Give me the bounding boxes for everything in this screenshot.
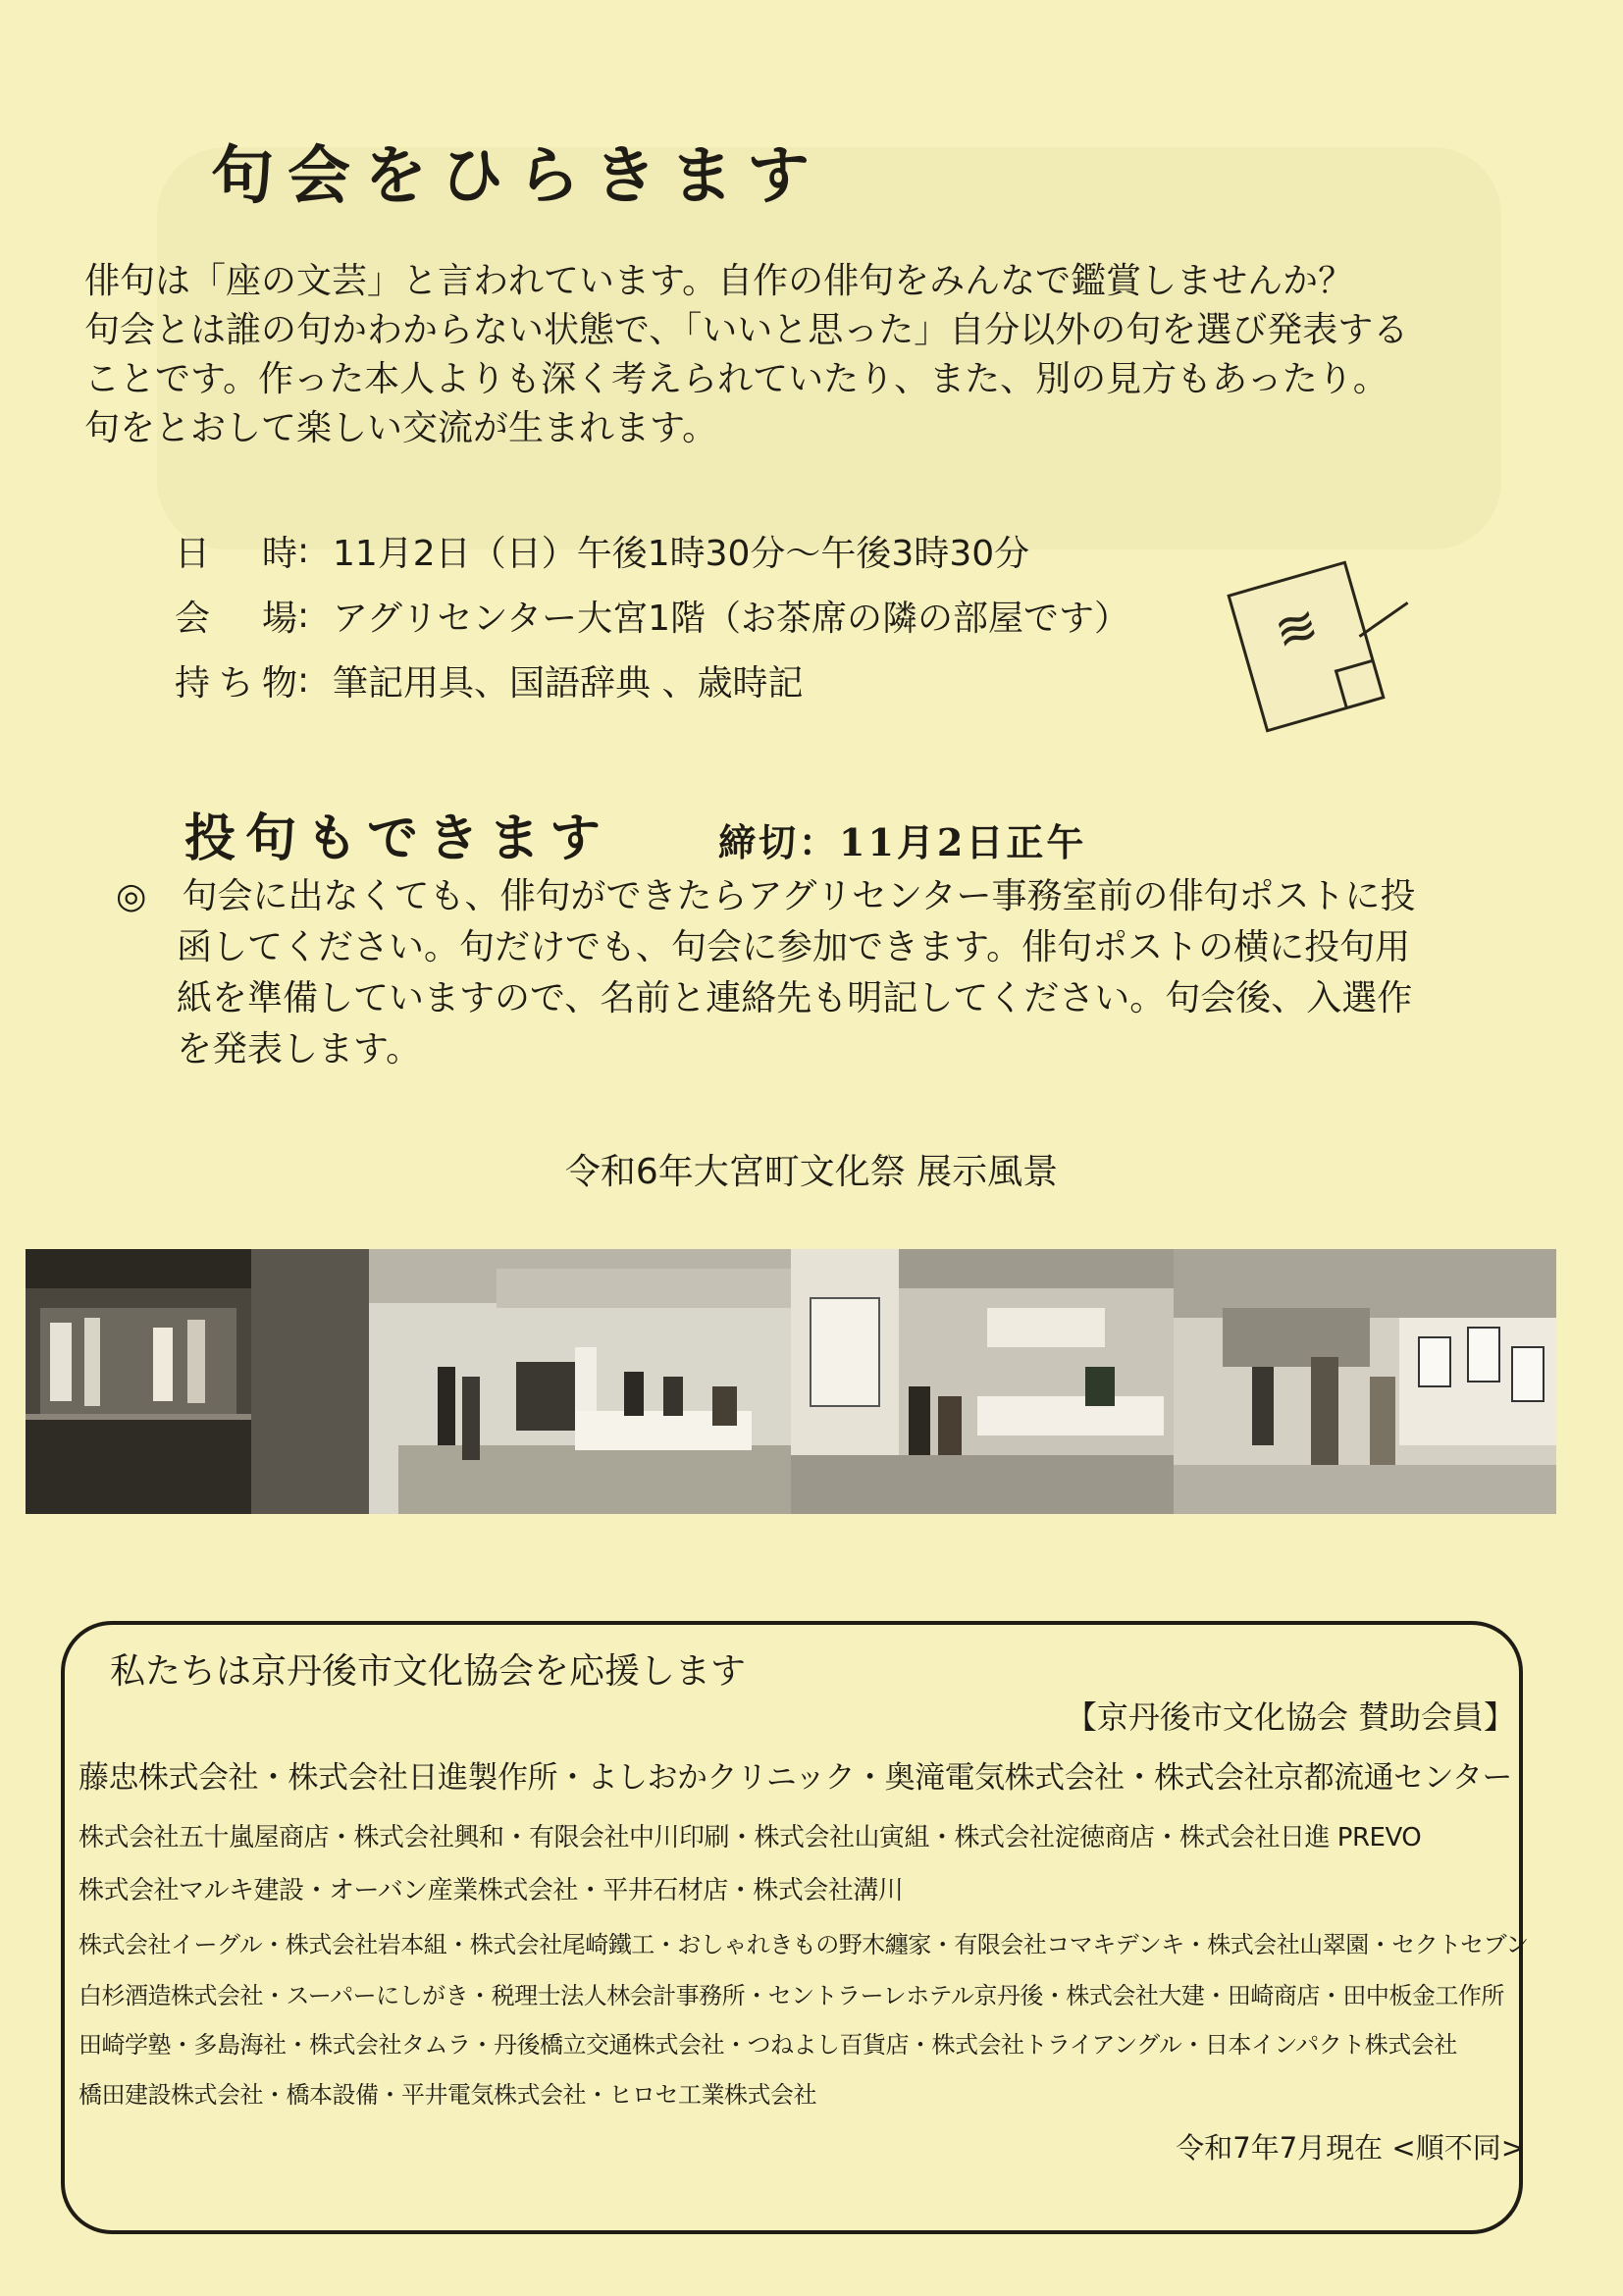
detail-separator: :	[297, 530, 310, 571]
photo-gallery-visitors	[1174, 1249, 1556, 1514]
photo-stage	[26, 1249, 251, 1514]
intro-line: ことです。作った本人よりも深く考えられていたり、また、別の見方もあったり。	[84, 359, 1388, 399]
detail-label: 会 場	[175, 598, 297, 639]
member-line: 株式会社五十嵐屋商店・株式会社興和・有限会社中川印刷・株式会社山寅組・株式会社淀徳商店・株式会社日進 PREVO	[79, 1823, 1422, 1852]
photo-hall-entrance	[251, 1249, 791, 1514]
intro-line: 俳句は「座の文芸」と言われています。自作の俳句をみんなで鑑賞しませんか？	[84, 261, 1354, 301]
member-line: 田崎学塾・多島海社・株式会社タムラ・丹後橋立交通株式会社・つねよし百貨店・株式会社トライアングル・日本インパクト株式会社	[79, 2031, 1457, 2059]
as-of-date: 令和7年7月現在 <順不同>	[1176, 2131, 1525, 2165]
detail-separator: :	[297, 659, 310, 701]
submission-info	[116, 871, 1539, 1075]
member-line: 株式会社マルキ建設・オーバン産業株式会社・平井石材店・株式会社溝川	[79, 1876, 904, 1905]
detail-value: 筆記用具、国語辞典 、歳時記	[333, 662, 804, 704]
submission-line: 函してください。句だけでも、句会に参加できます。俳句ポストの横に投句用	[177, 927, 1411, 967]
member-line: 橋田建設株式会社・橋本設備・平井電気株式会社・ヒロセ工業株式会社	[79, 2081, 816, 2109]
intro-text	[84, 257, 1537, 453]
submission-line: 紙を準備していますので、名前と連絡先も明記してください。句会後、入選作	[177, 978, 1413, 1018]
member-line: 白杉酒造株式会社・スーパーにしがき・税理士法人林会計事務所・セントラーレホテル京丹後・株式会社大建・田崎商店・田中板金工作所	[79, 1982, 1504, 2009]
submission-line: ◎ 句会に出なくても、俳句ができたらアグリセンター事務室前の俳句ポストに投	[116, 876, 1416, 916]
detail-venue	[175, 583, 1129, 648]
intro-line: 句会とは誰の句かわからない状態で、「いいと思った」自分以外の句を選び発表する	[84, 310, 1409, 350]
intro-line: 句をとおして楽しい交流が生まれます。	[84, 408, 718, 448]
detail-label: 日 時	[175, 533, 297, 574]
detail-belongings	[175, 648, 1129, 712]
double-circle-icon: ◎	[116, 876, 147, 916]
member-line: 株式会社イーグル・株式会社岩本組・株式会社尾崎鐵工・おしゃれきもの野木纏家・有限会社コマキデンキ・株式会社山翠園・セクトセブン	[79, 1931, 1529, 1958]
detail-label: 持ち物	[175, 662, 297, 704]
heading-haiku-meeting: 句会をひらきます	[211, 139, 823, 213]
event-details	[175, 518, 1129, 712]
envelope-stick-icon	[1359, 601, 1409, 638]
submission-line: を発表します。	[177, 1029, 422, 1070]
photo-caption: 令和6年大宮町文化祭 展示風景	[564, 1152, 1059, 1192]
photo-display-room	[791, 1249, 1174, 1514]
detail-value: 11月2日（日）午後1時30分～午後3時30分	[333, 533, 1030, 574]
detail-datetime	[175, 518, 1129, 583]
exhibition-photos	[26, 1249, 1556, 1514]
supporters-subheading: 【京丹後市文化協会 賛助会員】	[1065, 1698, 1515, 1736]
heading-submit-haiku: 投句もできます	[184, 809, 611, 868]
detail-value: アグリセンター大宮1階（お茶席の隣の部屋です）	[333, 598, 1130, 639]
supporters-heading: 私たちは京丹後市文化協会を応援します	[110, 1651, 747, 1692]
deadline-text: 締切：11月2日正午	[718, 820, 1087, 864]
envelope-icon: ≋	[1227, 560, 1385, 732]
member-line: 藤忠株式会社・株式会社日進製作所・よしおかクリニック・奥滝電気株式会社・株式会社京都流通センター	[79, 1760, 1512, 1796]
detail-separator: :	[297, 595, 310, 636]
